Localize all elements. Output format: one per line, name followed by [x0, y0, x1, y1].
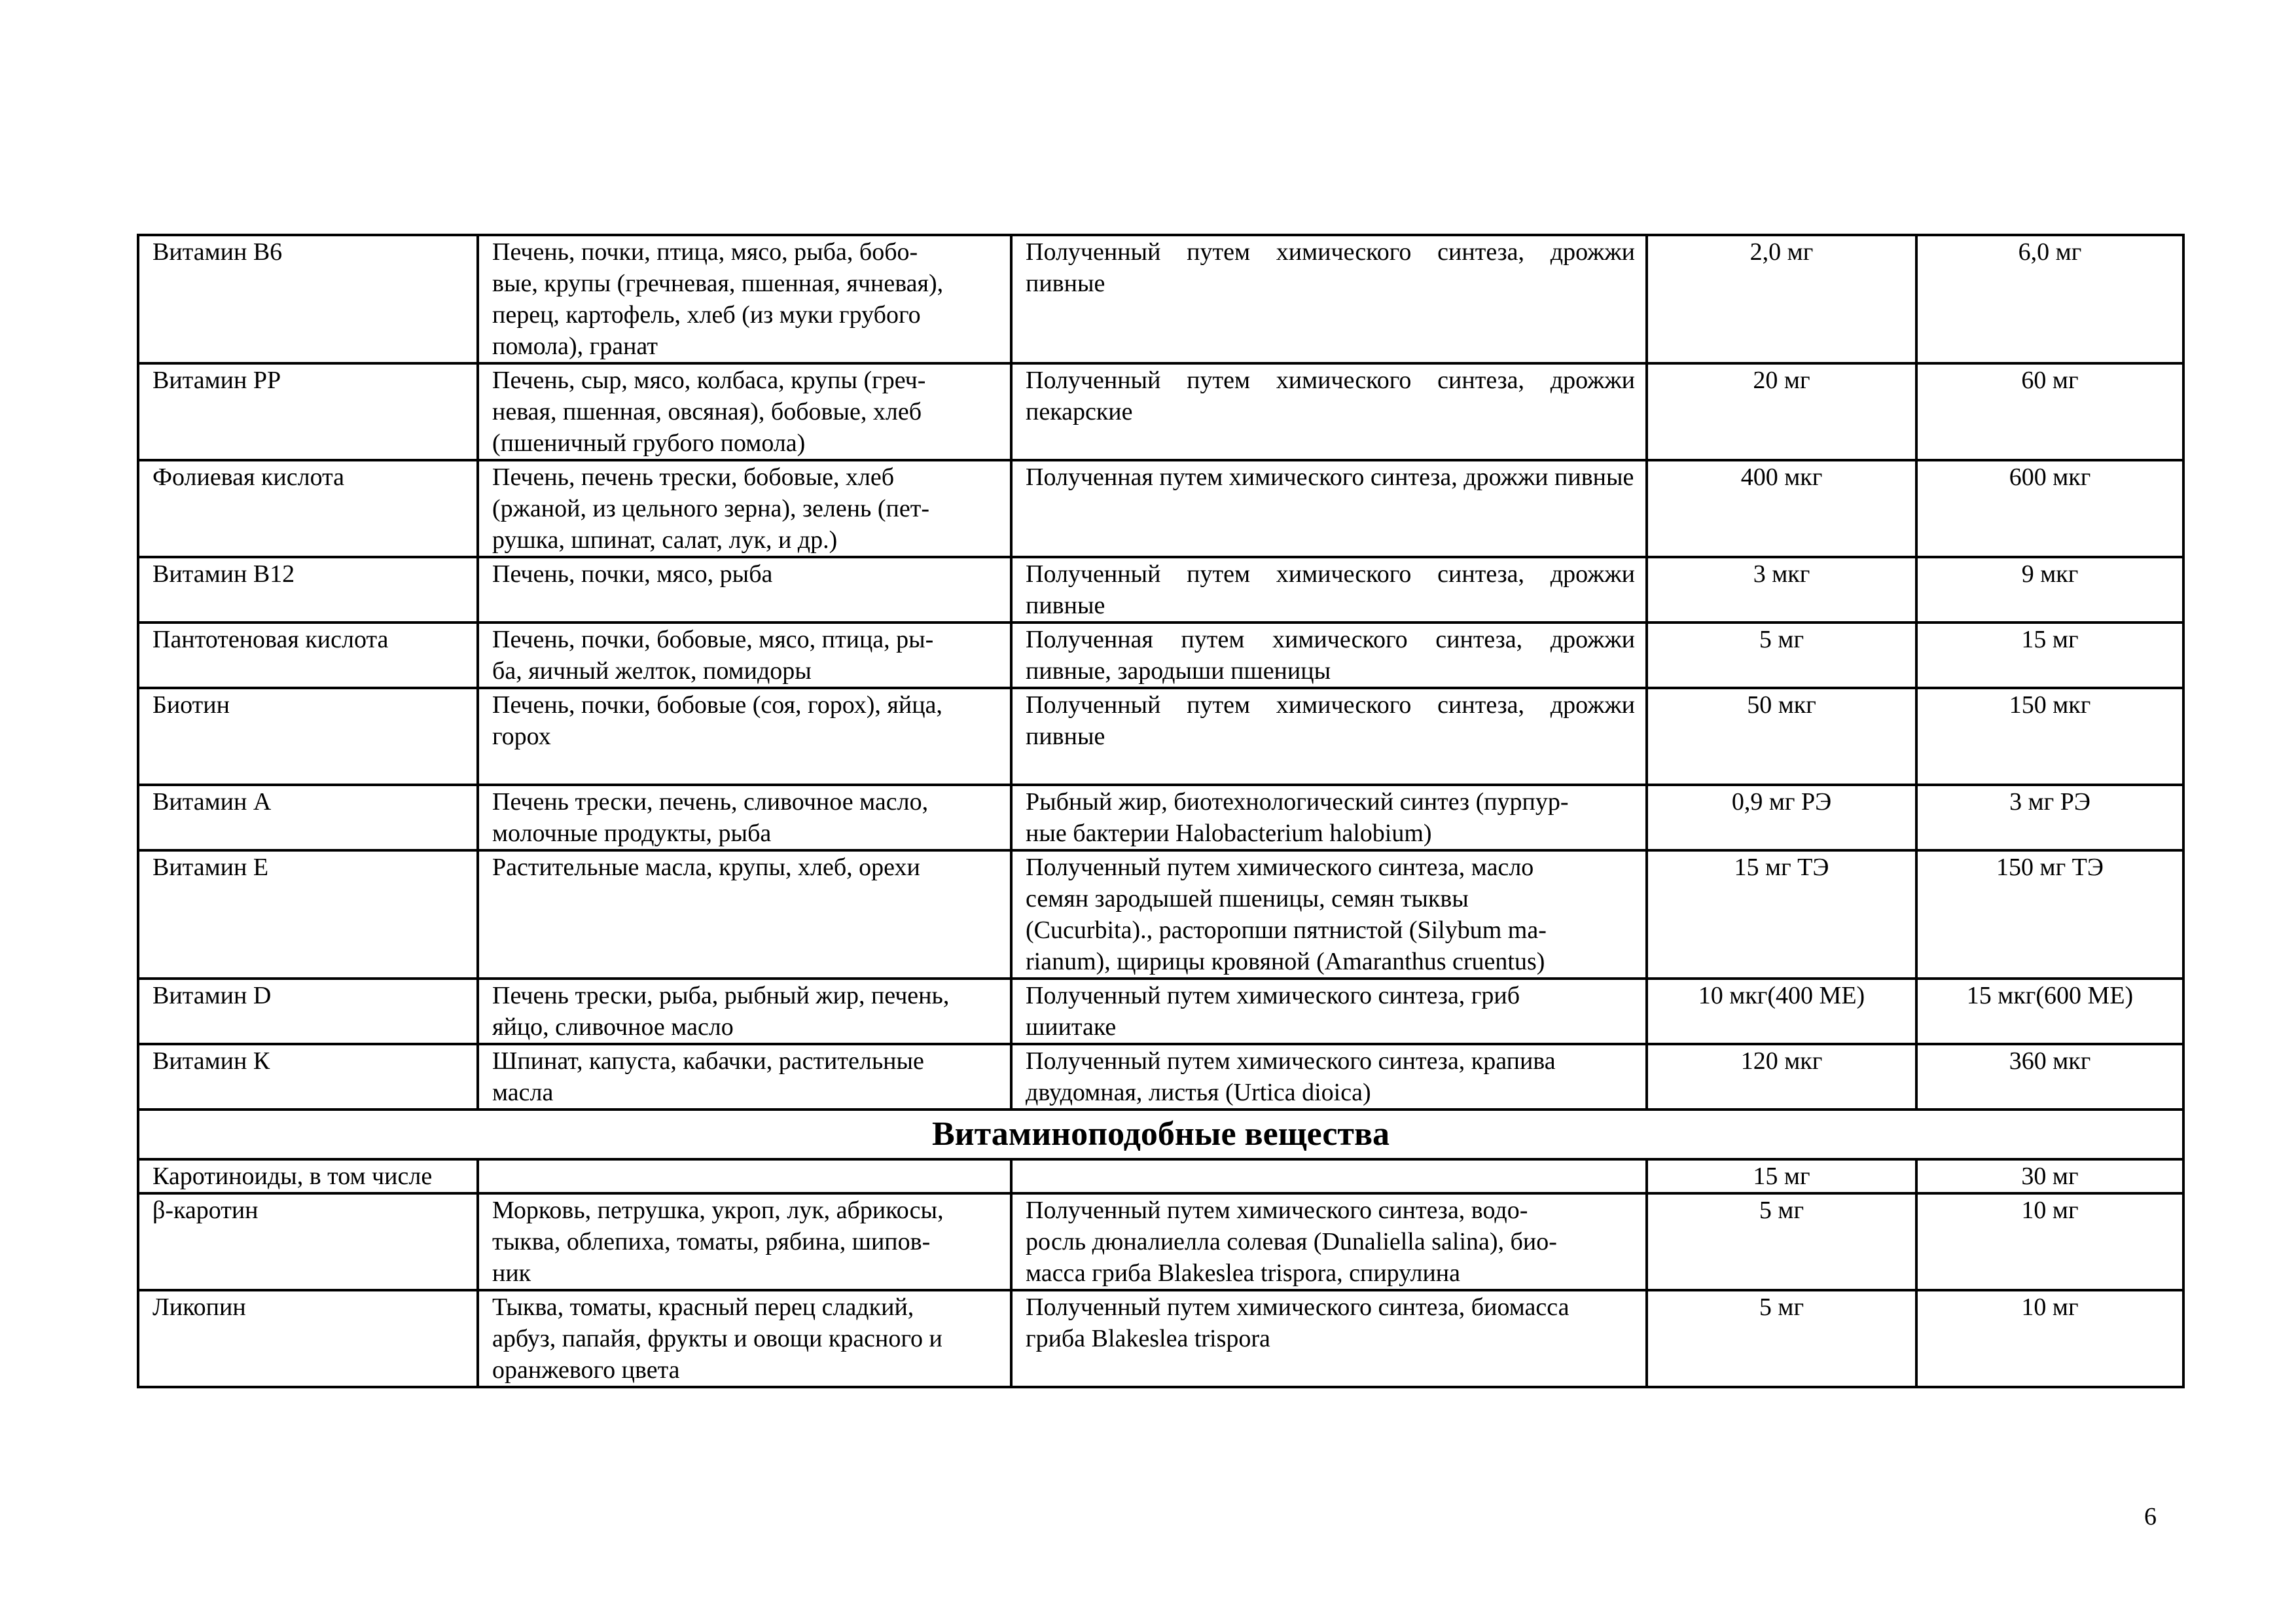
ingredient-sources-cell: Полученный путем химического синтеза, гриб шиитаке: [1011, 979, 1647, 1044]
adequate-level-cell: 15 мг ТЭ: [1647, 850, 1916, 979]
food-sources-cell: Печень трески, печень, сливочное масло, молочные продукты, рыба: [478, 785, 1011, 850]
food-sources-cell: Тыква, томаты, красный перец сладкий, арбуз, папайя, фрукты и овощи красного и оранжевого цвета: [478, 1290, 1011, 1387]
nutrient-name-cell: Пантотеновая кислота: [138, 623, 478, 688]
nutrient-name-cell: β-каротин: [138, 1193, 478, 1290]
food-sources-cell: Морковь, петрушка, укроп, лук, абрикосы, тыква, облепиха, томаты, рябина, шипов- ник: [478, 1193, 1011, 1290]
ingredient-sources-cell: Полученная путем химического синтеза, дрожжи пивные, зародыши пшеницы: [1011, 623, 1647, 688]
nutrient-name-cell: Витамин А: [138, 785, 478, 850]
food-sources-cell: [478, 1159, 1011, 1193]
upper-level-cell: 10 мг: [1916, 1193, 2183, 1290]
table-row: [138, 363, 2183, 460]
ingredient-sources-cell: Полученный путем химического синтеза, дрожжи пивные: [1011, 557, 1647, 623]
upper-level-cell: 3 мг РЭ: [1916, 785, 2183, 850]
upper-level-cell: 15 мкг(600 МЕ): [1916, 979, 2183, 1044]
adequate-level-cell: 50 мкг: [1647, 688, 1916, 785]
adequate-level-cell: 120 мкг: [1647, 1044, 1916, 1110]
section-title: Витаминоподобные вещества: [138, 1110, 2183, 1159]
ingredient-sources-cell: Полученная путем химического синтеза, дрожжи пивные: [1011, 460, 1647, 557]
food-sources-cell: Растительные масла, крупы, хлеб, орехи: [478, 850, 1011, 979]
table-row: [138, 623, 2183, 688]
nutrient-name-cell: Витамин В6: [138, 235, 478, 363]
table-row: [138, 1044, 2183, 1110]
adequate-level-cell: 5 мг: [1647, 623, 1916, 688]
upper-level-cell: 10 мг: [1916, 1290, 2183, 1387]
nutrient-name-cell: Витамин D: [138, 979, 478, 1044]
table-row: [138, 1159, 2183, 1193]
nutrient-name-cell: Витамин РР: [138, 363, 478, 460]
upper-level-cell: 600 мкг: [1916, 460, 2183, 557]
table-row: [138, 850, 2183, 979]
adequate-level-cell: 20 мг: [1647, 363, 1916, 460]
adequate-level-cell: 3 мкг: [1647, 557, 1916, 623]
upper-level-cell: 150 мг ТЭ: [1916, 850, 2183, 979]
upper-level-cell: 6,0 мг: [1916, 235, 2183, 363]
table-row: [138, 1290, 2183, 1387]
food-sources-cell: Печень, сыр, мясо, колбаса, крупы (греч- невая, пшенная, овсяная), бобовые, хлеб (пшеничный грубого помола): [478, 363, 1011, 460]
ingredient-sources-cell: Рыбный жир, биотехнологический синтез (пурпур- ные бактерии Halobacterium halobium): [1011, 785, 1647, 850]
table-row: [138, 785, 2183, 850]
ingredient-sources-cell: Полученный путем химического синтеза, масло семян зародышей пшеницы, семян тыквы (Cucurbita)., расторопши пятнистой (Silybum ma- rianum), щирицы кровяной (Amaranthus cruentus): [1011, 850, 1647, 979]
adequate-level-cell: 10 мкг(400 МЕ): [1647, 979, 1916, 1044]
ingredient-sources-cell: Полученный путем химического синтеза, крапива двудомная, листья (Urtica dioica): [1011, 1044, 1647, 1110]
adequate-level-cell: 0,9 мг РЭ: [1647, 785, 1916, 850]
ingredient-sources-cell: Полученный путем химического синтеза, дрожжи пекарские: [1011, 363, 1647, 460]
section-header-row: [138, 1110, 2183, 1159]
upper-level-cell: 150 мкг: [1916, 688, 2183, 785]
table-row: [138, 979, 2183, 1044]
food-sources-cell: Печень, почки, бобовые, мясо, птица, ры- ба, яичный желток, помидоры: [478, 623, 1011, 688]
food-sources-cell: Печень, почки, птица, мясо, рыба, бобо- вые, крупы (гречневая, пшенная, ячневая), перец, картофель, хлеб (из муки грубого помола), гранат: [478, 235, 1011, 363]
nutrient-name-cell: Фолиевая кислота: [138, 460, 478, 557]
adequate-level-cell: 400 мкг: [1647, 460, 1916, 557]
food-sources-cell: Печень, печень трески, бобовые, хлеб (ржаной, из цельного зерна), зелень (пет- рушка, шпинат, салат, лук, и др.): [478, 460, 1011, 557]
adequate-level-cell: 5 мг: [1647, 1193, 1916, 1290]
upper-level-cell: 9 мкг: [1916, 557, 2183, 623]
food-sources-cell: Печень, почки, бобовые (соя, горох), яйца, горох: [478, 688, 1011, 785]
nutrient-name-cell: Витамин Е: [138, 850, 478, 979]
upper-level-cell: 30 мг: [1916, 1159, 2183, 1193]
ingredient-sources-cell: Полученный путем химического синтеза, дрожжи пивные: [1011, 688, 1647, 785]
upper-level-cell: 15 мг: [1916, 623, 2183, 688]
upper-level-cell: 60 мг: [1916, 363, 2183, 460]
food-sources-cell: Печень трески, рыба, рыбный жир, печень, яйцо, сливочное масло: [478, 979, 1011, 1044]
food-sources-cell: Печень, почки, мясо, рыба: [478, 557, 1011, 623]
adequate-level-cell: 5 мг: [1647, 1290, 1916, 1387]
nutrient-name-cell: Витамин К: [138, 1044, 478, 1110]
nutrient-name-cell: Биотин: [138, 688, 478, 785]
upper-level-cell: 360 мкг: [1916, 1044, 2183, 1110]
table-row: [138, 688, 2183, 785]
nutrient-name-cell: Ликопин: [138, 1290, 478, 1387]
table-row: [138, 235, 2183, 363]
ingredient-sources-cell: Полученный путем химического синтеза, биомасса гриба Blakeslea trispora: [1011, 1290, 1647, 1387]
adequate-level-cell: 2,0 мг: [1647, 235, 1916, 363]
nutrient-name-cell: Витамин В12: [138, 557, 478, 623]
food-sources-cell: Шпинат, капуста, кабачки, растительные масла: [478, 1044, 1011, 1110]
table-row: [138, 1193, 2183, 1290]
nutrient-table: [137, 234, 2185, 1388]
ingredient-sources-cell: Полученный путем химического синтеза, дрожжи пивные: [1011, 235, 1647, 363]
table-row: [138, 460, 2183, 557]
table-row: [138, 557, 2183, 623]
ingredient-sources-cell: Полученный путем химического синтеза, водо- росль дюналиелла солевая (Dunaliella salina), био- масса гриба Blakeslea trispora, спирулина: [1011, 1193, 1647, 1290]
adequate-level-cell: 15 мг: [1647, 1159, 1916, 1193]
ingredient-sources-cell: [1011, 1159, 1647, 1193]
page-number: 6: [2144, 1503, 2157, 1530]
nutrient-name-cell: Каротиноиды, в том числе: [138, 1159, 478, 1193]
